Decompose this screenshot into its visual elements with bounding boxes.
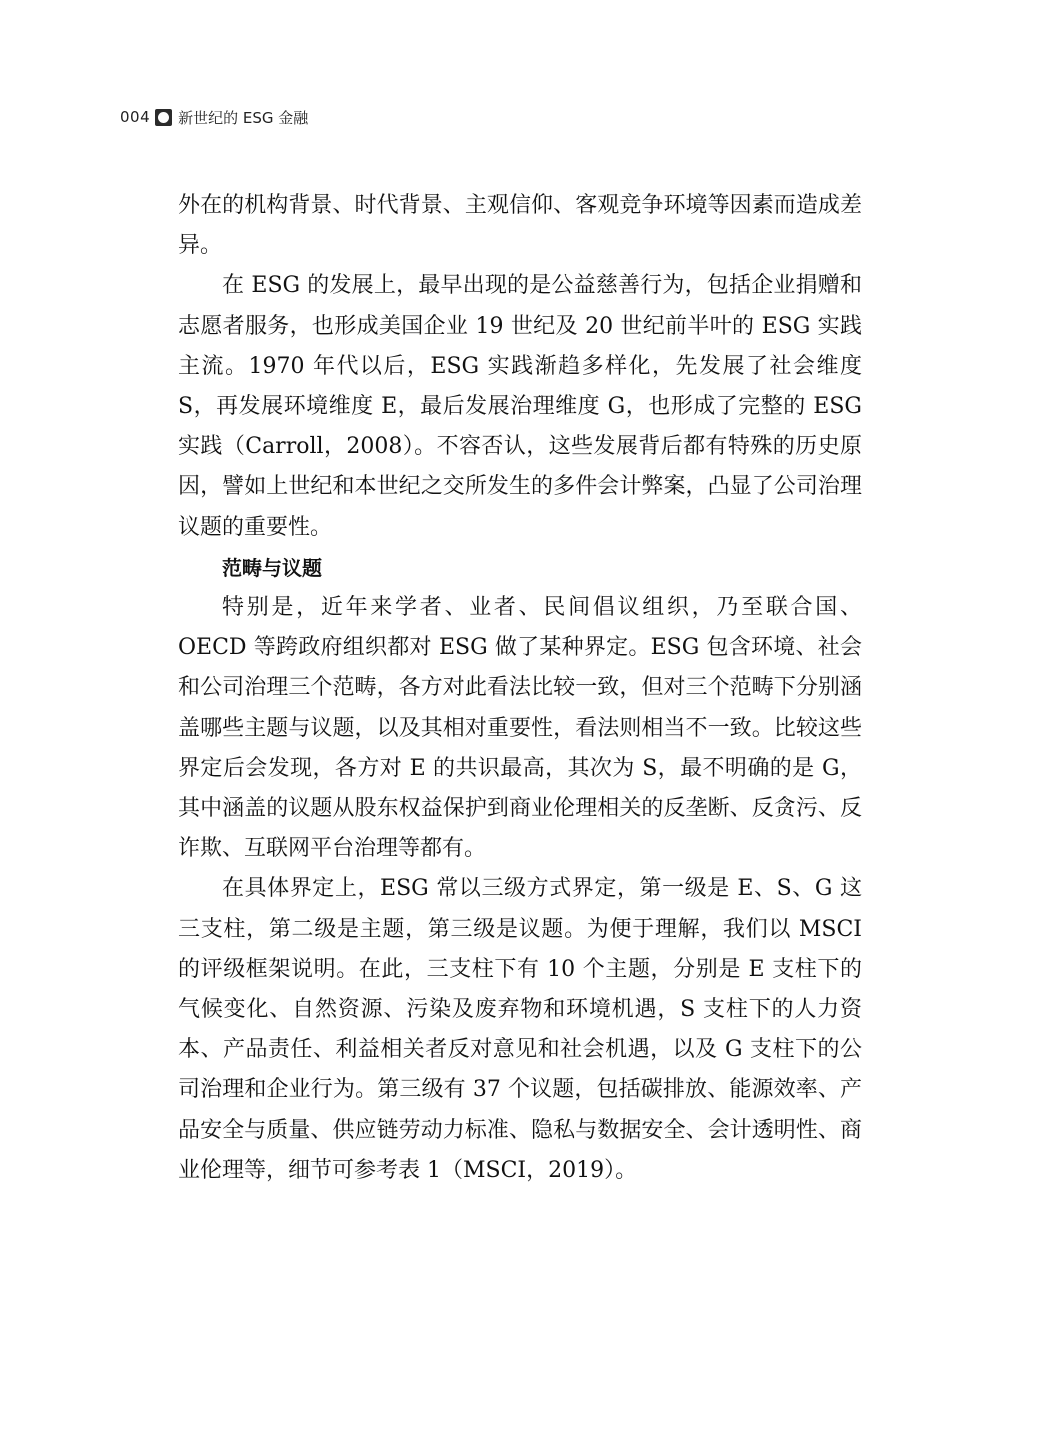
paragraph-msci-framework: 在具体界定上，ESG 常以三级方式界定，第一级是 E、S、G 这三支柱，第二级是主题，第三级是议题。为便于理解，我们以 MSCI 的评级框架说明。在此，三支柱下有 10 个主题，分别是 E 支柱下的气候变化、自然资源、污染及废弃物和环境机遇，S 支柱下的人力资本、产品责任、利益相关者反对意见和社会机遇，以及 G 支柱下的公司治理和企业行为。第三级有 37 个议题，包括碳排放、能源效率、产品安全与质量、供应链劳动力标准、隐私与数据安全、会计透明性、商业伦理等，细节可参考表 1（MSCI，2019）。	[178, 876, 862, 1183]
paragraph-scope-definition: 特别是，近年来学者、业者、民间倡议组织，乃至联合国、OECD 等跨政府组织都对 ESG 做了某种界定。ESG 包含环境、社会和公司治理三个范畴，各方对此看法比较一致，但对三个范畴下分别涵盖哪些主题与议题，以及其相对重要性，看法则相当不一致。比较这些界定后会发现，各方对 E 的共识最高，其次为 S，最不明确的是 G，其中涵盖的议题从股东权益保护到商业伦理相关的反垄断、反贪污、反诈欺、互联网平台治理等都有。	[178, 595, 862, 862]
header-square-mark-icon	[155, 109, 172, 126]
body-text	[178, 186, 862, 1191]
paragraph-continued: 外在的机构背景、时代背景、主观信仰、客观竞争环境等因素而造成差异。	[178, 193, 862, 259]
book-title: 新世纪的 ESG 金融	[178, 108, 309, 127]
page-number: 004	[120, 108, 151, 126]
running-header	[120, 104, 308, 130]
section-heading: 范畴与议题	[222, 555, 322, 580]
paragraph-esg-development: 在 ESG 的发展上，最早出现的是公益慈善行为，包括企业捐赠和志愿者服务，也形成美国企业 19 世纪及 20 世纪前半叶的 ESG 实践主流。1970 年代以后，ESG 实践渐趋多样化，先发展了社会维度 S，再发展环境维度 E，最后发展治理维度 G，也形成了完整的 ESG 实践（Carroll，2008）。不容否认，这些发展背后都有特殊的历史原因，譬如上世纪和本世纪之交所发生的多件会计弊案，凸显了公司治理议题的重要性。	[178, 273, 862, 540]
